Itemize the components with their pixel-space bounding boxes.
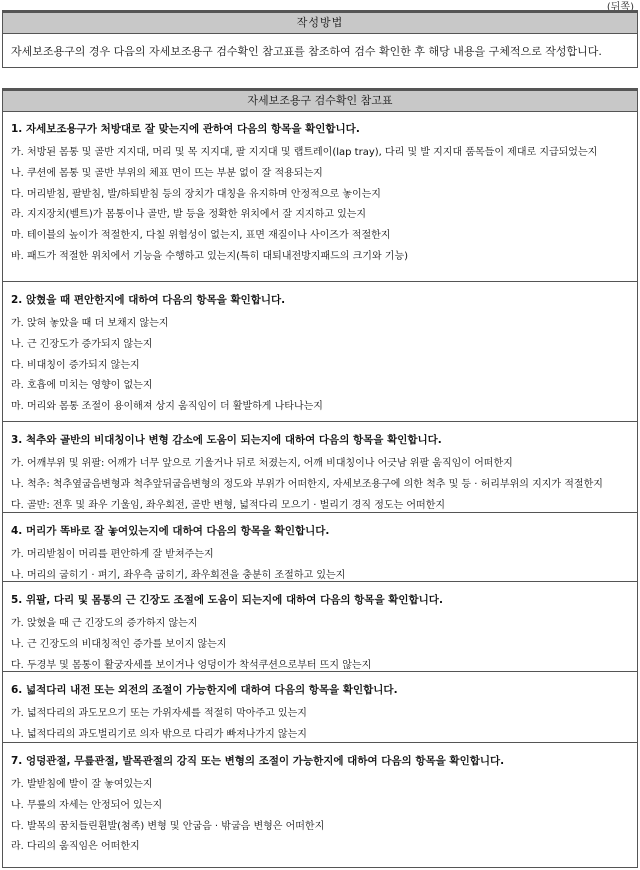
section-heading: 6. 넓적다리 내전 또는 외전의 조절이 가능한지에 대하여 다음의 항목을 확인합니다. [11,684,398,696]
checklist-item: 다. 두경부 및 몸통이 활궁자세를 보이거나 엉덩이가 착석쿠션으로부터 뜨지 않는지 [11,659,372,671]
page-back-marker: (뒤쪽) [606,2,634,13]
reference-section-4 [3,512,637,581]
checklist-item: 나. 무릎의 자세는 안정되어 있는지 [11,799,163,811]
checklist-item: 바. 패드가 적절한 위치에서 기능을 수행하고 있는지(특히 대퇴내전방지패드의 크기와 기능) [11,251,409,262]
reference-section-6 [3,671,637,742]
writing-method-title: 작성방법 [3,13,637,34]
checklist-item: 가. 발받침에 발이 잘 놓여있는지 [11,779,153,790]
writing-method-body: 자세보조용구의 경우 다음의 자세보조용구 검수확인 참고표를 참조하여 검수 확인한 후 해당 내용을 구체적으로 작성합니다. [11,45,602,58]
writing-method-box [2,10,638,68]
checklist-item: 마. 테이블의 높이가 적절한지, 다칠 위험성이 없는지, 표면 재질이나 사이즈가 적절한지 [11,230,391,242]
reference-section-7 [3,742,637,868]
checklist-item: 가. 머리받침이 머리를 편안하게 잘 받쳐주는지 [11,549,214,560]
checklist-item: 가. 앉혔을 때 근 긴장도의 증가하지 않는지 [11,618,198,629]
section-heading: 2. 앉혔을 때 편안한지에 대하여 다음의 항목을 확인합니다. [11,294,286,306]
reference-table [2,88,638,868]
checklist-item: 라. 지지장치(벨트)가 몸통이나 골반, 발 등을 정확한 위치에서 잘 지지하고 있는지 [11,209,367,221]
checklist-item: 나. 쿠션에 몸통 및 골반 부위의 체표 면이 뜨는 부분 없이 잘 적용되는지 [11,167,323,179]
checklist-item: 나. 근 긴장도의 비대칭적인 증가를 보이지 않는지 [11,638,227,650]
checklist-item: 나. 넓적다리의 과도벌리기로 의자 밖으로 다리가 빠져나가지 않는지 [11,728,307,740]
checklist-item: 다. 골반: 전후 및 좌우 기울임, 좌우회전, 골반 변형, 넓적다리 모으기 · 벌리기 경직 정도는 어떠한지 [11,499,446,511]
checklist-item: 다. 비대칭이 증가되지 않는지 [11,359,140,371]
checklist-item: 가. 처방된 몸통 및 골반 지지대, 머리 및 목 지지대, 팔 지지대 및 랩트레이(lap tray), 다리 및 발 지지대 품목들이 제대로 지급되었는지 [11,147,598,158]
reference-section-2 [3,281,637,421]
reference-section-5 [3,581,637,671]
checklist-item: 마. 머리와 몸통 조절이 용이해져 상지 움직임이 더 활발하게 나타나는지 [11,401,323,413]
section-heading: 3. 척추와 골반의 비대칭이나 변형 감소에 도움이 되는지에 대하여 다음의 항목을 확인합니다. [11,434,442,446]
section-heading: 4. 머리가 똑바로 잘 놓여있는지에 대하여 다음의 항목을 확인합니다. [11,525,330,537]
checklist-item: 다. 머리받침, 팔받침, 발/하퇴받침 등의 장치가 대칭을 유지하며 안정적으로 놓이는지 [11,188,381,200]
reference-section-1 [3,111,637,281]
section-heading: 5. 위팔, 다리 및 몸통의 근 긴장도 조절에 도움이 되는지에 대하여 다음의 항목을 확인합니다. [11,594,443,606]
checklist-item: 다. 발목의 꿈치들린휜발(첨족) 변형 및 안굽음 · 밖굽음 변형은 어떠한지 [11,820,325,832]
checklist-item: 라. 호흡에 미치는 영향이 없는지 [11,380,153,392]
section-heading: 1. 자세보조용구가 처방대로 잘 맞는지에 관하여 다음의 항목을 확인합니다. [11,123,360,135]
reference-section-3 [3,421,637,512]
checklist-item: 가. 넓적다리의 과도모으기 또는 가위자세를 적절히 막아주고 있는지 [11,708,307,719]
checklist-item: 라. 다리의 움직임은 어떠한지 [11,841,140,853]
checklist-item: 나. 머리의 굽히기 · 펴기, 좌우측 굽히기, 좌우회전을 충분히 조절하고 있는지 [11,569,346,581]
reference-table-title: 자세보조용구 검수확인 참고표 [3,91,637,112]
section-heading: 7. 엉덩관절, 무릎관절, 발목관절의 강직 또는 변형의 조절이 가능한지에 대하여 다음의 항목을 확인합니다. [11,755,505,767]
checklist-item: 가. 어깨부위 및 위팔: 어깨가 너무 앞으로 기울거나 뒤로 처졌는지, 어깨 비대칭이나 어긋남 위팔 움직임이 어떠한지 [11,458,513,469]
checklist-item: 나. 근 긴장도가 증가되지 않는지 [11,338,153,350]
checklist-item: 가. 앉혀 놓았을 때 더 보채지 않는지 [11,318,169,329]
checklist-item: 나. 척추: 척추옆굽음변형과 척추앞뒤굽음변형의 정도와 부위가 어떠한지, 자세보조용구에 의한 척추 및 등 · 허리부위의 지지가 적절한지 [11,478,603,490]
